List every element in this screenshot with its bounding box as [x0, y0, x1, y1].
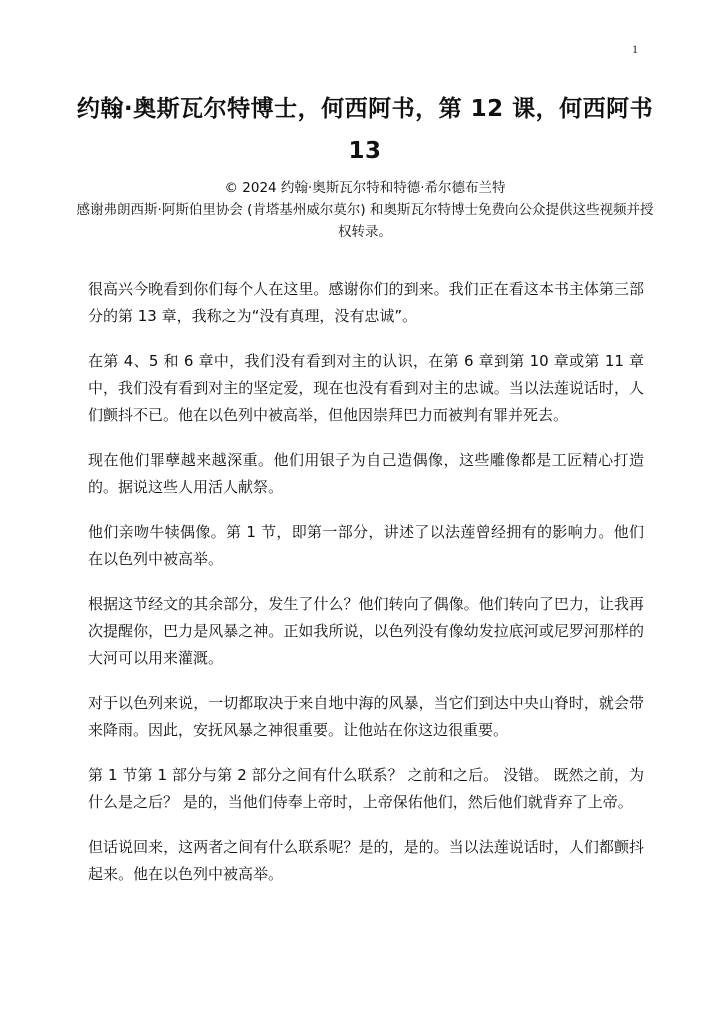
document-body — [88, 276, 644, 906]
paragraph: 根据这节经文的其余部分，发生了什么？他们转向了偶像。他们转向了巴力，让我再次提醒你，巴力是风暴之神。正如我所说，以色列没有像幼发拉底河或尼罗河那样的大河可以用来灌溉。 — [88, 595, 644, 667]
copyright-line: © 2024 约翰·奥斯瓦尔特和特德·希尔德布兰特 — [224, 180, 506, 196]
page-number: 1 — [632, 42, 638, 56]
document-title: 约翰·奥斯瓦尔特博士，何西阿书，第 12 课，何西阿书 13 — [76, 96, 654, 164]
acknowledgement-line: 感谢弗朗西斯·阿斯伯里协会 (肯塔基州威尔莫尔) 和奥斯瓦尔特博士免费向公众提供这些视频并授权转录。 — [76, 202, 654, 240]
paragraph: 他们亲吻牛犊偶像。第 1 节，即第一部分，讲述了以法莲曾经拥有的影响力。他们在以色列中被高举。 — [88, 523, 644, 568]
paragraph: 现在他们罪孽越来越深重。他们用银子为自己造偶像，这些雕像都是工匠精心打造的。据说这些人用活人献祭。 — [88, 451, 644, 496]
paragraph: 很高兴今晚看到你们每个人在这里。感谢你们的到来。我们正在看这本书主体第三部分的第 13 章，我称之为“没有真理，没有忠诚”。 — [88, 280, 644, 325]
document-meta — [70, 177, 660, 243]
paragraph: 第 1 节第 1 部分与第 2 部分之间有什么联系？ 之前和之后。 没错。 既然之前，为什么是之后？ 是的，当他们侍奉上帝时，上帝保佑他们，然后他们就背弃了上帝。 — [88, 766, 644, 811]
paragraph: 但话说回来，这两者之间有什么联系呢？是的，是的。当以法莲说话时，人们都颤抖起来。他在以色列中被高举。 — [88, 838, 644, 883]
paragraph: 对于以色列来说，一切都取决于来自地中海的风暴，当它们到达中央山脊时，就会带来降雨。因此，安抚风暴之神很重要。让他站在你这边很重要。 — [88, 694, 644, 739]
paragraph: 在第 4、5 和 6 章中，我们没有看到对主的认识，在第 6 章到第 10 章或第 11 章中，我们没有看到对主的坚定爱，现在也没有看到对主的忠诚。当以法莲说话时，人们颤抖不已。他在以色列中被高举，但他因崇拜巴力而被判有罪并死去。 — [88, 352, 644, 424]
